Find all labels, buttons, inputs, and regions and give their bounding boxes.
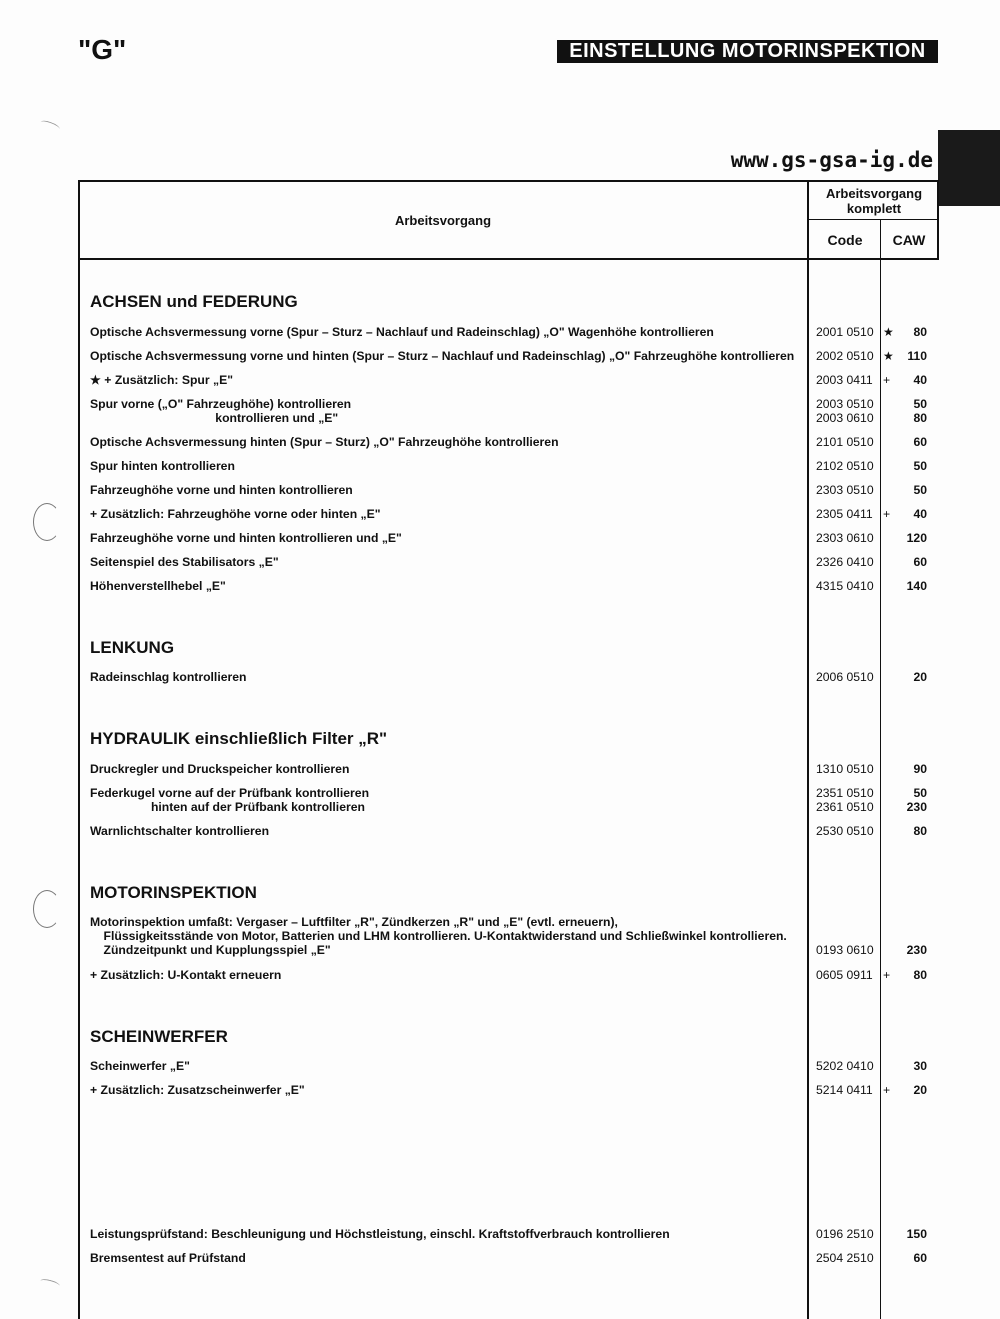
caw-text: 150 [906,1227,927,1241]
description-line: Optische Achsvermessung vorne und hinten (Spur – Sturz – Nachlauf und Radeinschlag) „O" Fahrzeughöhe kontrollieren [90,349,795,363]
code-value: 0196 2510 [816,1227,874,1241]
code-value: 5202 0410 [816,1059,874,1073]
operation-code [816,483,878,497]
caw-text: 30 [913,1059,927,1073]
description-line: Spur vorne („O" Fahrzeughöhe) kontrollieren [90,397,352,411]
caw-value [883,349,927,363]
caw-value [883,579,927,593]
caw-value [883,670,927,684]
section-heading-motor: MOTORINSPEKTION [90,883,257,902]
caw-prefix: + [883,1083,891,1097]
section-heading-hydraulik: HYDRAULIK einschließlich Filter „R" [90,729,388,748]
header-divider [78,258,939,260]
operation-code [816,1083,878,1097]
code-value: 2001 0510 [816,325,874,339]
operation-description [90,531,805,545]
caw-number [883,531,927,545]
operation-description [90,786,805,814]
operation-code [816,373,878,387]
caw-number [883,435,927,449]
caw-number [883,1251,927,1265]
description-line: Leistungsprüfstand: Beschleunigung und Höchstleistung, einschl. Kraftstoffverbrauch kontrollieren [90,1227,670,1241]
operation-description [90,397,805,425]
caw-text: 90 [913,762,927,776]
caw-text: 50 [913,459,927,473]
code-value: 2303 0510 [816,483,874,497]
code-value: 2303 0610 [816,531,874,545]
table-border-top [78,180,939,182]
caw-number [883,1059,927,1073]
operation-description [90,1059,805,1073]
description-line: Fahrzeughöhe vorne und hinten kontrollieren [90,483,353,497]
caw-number [883,483,927,497]
description-line: Federkugel vorne auf der Prüfbank kontrollieren [90,786,370,800]
caw-prefix: + [883,968,891,982]
group-header-divider [807,219,939,220]
caw-text: 60 [913,555,927,569]
caw-value [883,531,927,545]
caw-text: 80 [913,968,927,982]
description-line: Spur hinten kontrollieren [90,459,235,473]
caw-number [883,786,927,800]
caw-text: 80 [913,325,927,339]
caw-text: 80 [913,824,927,838]
code-value [816,929,878,943]
column-header-code: Code [827,232,863,248]
operation-code [816,531,878,545]
punch-hole [33,890,61,928]
caw-value [883,373,927,387]
caw-text: 230 [906,800,927,814]
code-value: 2530 0510 [816,824,874,838]
code-value: 2361 0510 [816,800,874,814]
description-line: Höhenverstellhebel „E" [90,579,226,593]
page-title: EINSTELLUNG MOTORINSPEKTION [557,40,938,63]
code-value: 2003 0411 [816,373,873,387]
operation-description [90,435,805,449]
caw-value [883,968,927,982]
caw-number [883,507,927,521]
code-value: 5214 0411 [816,1083,873,1097]
code-value: 2326 0410 [816,555,874,569]
operation-description [90,349,805,363]
caw-value [883,786,927,814]
caw-number [883,1227,927,1241]
caw-text [924,915,927,929]
caw-text: 50 [913,786,927,800]
column-divider-code [807,180,809,1319]
caw-value [883,915,927,957]
caw-value [883,459,927,473]
caw-number [883,824,927,838]
description-line: + Zusätzlich: Fahrzeughöhe vorne oder hinten „E" [90,507,381,521]
table-border-right [937,180,939,260]
description-line: + Zusätzlich: U-Kontakt erneuern [90,968,282,982]
operation-code [816,435,878,449]
description-line: Optische Achsvermessung hinten (Spur – Sturz) „O" Fahrzeughöhe kontrollieren [90,435,559,449]
caw-number [883,943,927,957]
caw-text: 40 [913,373,927,387]
operation-code [816,325,878,339]
description-line: Motorinspektion umfaßt: Vergaser – Luftfilter „R", Zündkerzen „R" und „E" (evtl. erneuern), [90,915,618,929]
description-line: Zündzeitpunkt und Kupplungsspiel „E" [90,943,331,957]
operation-code [816,915,878,957]
operation-code [816,555,878,569]
code-value: 1310 0510 [816,762,874,776]
caw-text: 60 [913,435,927,449]
caw-text: 20 [913,670,927,684]
website-url: www.gs-gsa-ig.de [730,148,933,172]
caw-number [883,670,927,684]
caw-number [883,800,927,814]
description-line: Optische Achsvermessung vorne (Spur – Sturz – Nachlauf und Radeinschlag) „O" Wagenhöhe kontrollieren [90,325,714,339]
operation-description [90,555,805,569]
scan-mark [39,1278,60,1290]
side-tab-marker [938,130,1000,206]
operation-description [90,483,805,497]
description-line: Druckregler und Druckspeicher kontrollieren [90,762,350,776]
caw-text: 20 [913,1083,927,1097]
code-value: 2006 0510 [816,670,874,684]
caw-value [883,325,927,339]
caw-number [883,579,927,593]
caw-number [883,411,927,425]
operation-code [816,459,878,473]
code-value: 2351 0510 [816,786,874,800]
punch-hole [33,503,61,541]
operation-description [90,1227,805,1241]
caw-text: 50 [913,397,927,411]
column-header-caw: CAW [892,232,926,248]
description-line: Bremsentest auf Prüfstand [90,1251,246,1265]
caw-value [883,1083,927,1097]
caw-value [883,1251,927,1265]
caw-value [883,435,927,449]
description-line: kontrollieren und „E" [90,411,339,425]
operation-description [90,373,805,387]
caw-value [883,1059,927,1073]
operation-code [816,968,878,982]
code-value: 2101 0510 [816,435,874,449]
caw-number [883,349,927,363]
caw-number [883,397,927,411]
caw-number [883,373,927,387]
operation-description [90,507,805,521]
operation-description [90,579,805,593]
caw-value [883,397,927,425]
caw-text: 230 [906,943,927,957]
caw-number [883,555,927,569]
code-value [816,915,878,929]
code-value: 2102 0510 [816,459,874,473]
caw-text [924,929,927,943]
operation-description [90,1083,805,1097]
column-header-operation: Arbeitsvorgang [394,213,492,228]
caw-text: 60 [913,1251,927,1265]
table-border-left [78,180,80,1319]
operation-description [90,968,805,982]
description-line: Radeinschlag kontrollieren [90,670,247,684]
code-value: 0193 0610 [816,943,874,957]
operation-code [816,1059,878,1073]
operation-description [90,325,805,339]
caw-number [883,762,927,776]
section-heading-scheinwerfer: SCHEINWERFER [90,1027,228,1046]
description-line: + Zusätzlich: Zusatzscheinwerfer „E" [90,1083,305,1097]
operation-code [816,824,878,838]
caw-text: 40 [913,507,927,521]
section-heading-lenkung: LENKUNG [90,638,175,657]
operation-description [90,915,805,957]
caw-value [883,1227,927,1241]
operation-code [816,507,878,521]
code-value: 2003 0510 [816,397,874,411]
description-line: Flüssigkeitsstände von Motor, Batterien und LHM kontrollieren. U-Kontaktwiderstand und Schließwinkel kontrollieren. [90,929,787,943]
operation-description [90,824,805,838]
caw-number [883,325,927,339]
caw-number [883,1083,927,1097]
operation-description [90,670,805,684]
operation-code [816,1251,878,1265]
operation-code [816,397,878,425]
operation-code [816,579,878,593]
caw-value [883,762,927,776]
column-divider-caw [880,220,881,1319]
code-value: 4315 0410 [816,579,874,593]
page-letter: "G" [78,34,127,65]
code-value: 2002 0510 [816,349,874,363]
description-line: Seitenspiel des Stabilisators „E" [90,555,279,569]
caw-number [883,915,927,929]
operation-code [816,786,878,814]
caw-value [883,555,927,569]
caw-number [883,968,927,982]
description-line: ★ + Zusätzlich: Spur „E" [90,373,234,387]
code-value: 2003 0610 [816,411,874,425]
caw-number [883,459,927,473]
caw-text: 80 [913,411,927,425]
caw-number [883,929,927,943]
caw-prefix: + [883,507,891,521]
operation-code [816,1227,878,1241]
description-line: Fahrzeughöhe vorne und hinten kontrollieren und „E" [90,531,402,545]
caw-value [883,824,927,838]
scan-mark [39,119,60,132]
code-value: 0605 0911 [816,968,873,982]
caw-text: 50 [913,483,927,497]
operation-code [816,349,878,363]
operation-code [816,762,878,776]
code-value: 2504 2510 [816,1251,874,1265]
caw-text: 110 [907,349,927,363]
section-heading-achsen: ACHSEN und FEDERUNG [90,292,298,311]
operation-code [816,670,878,684]
operation-description [90,762,805,776]
description-line: Warnlichtschalter kontrollieren [90,824,270,838]
description-line: hinten auf der Prüfbank kontrollieren [90,800,365,814]
caw-text: 140 [906,579,927,593]
caw-prefix: ★ [883,349,894,363]
operation-description [90,1251,805,1265]
description-line: Scheinwerfer „E" [90,1059,190,1073]
caw-prefix: ★ [883,325,894,339]
caw-prefix: + [883,373,891,387]
code-value: 2305 0411 [816,507,873,521]
caw-text: 120 [906,531,927,545]
caw-value [883,483,927,497]
caw-value [883,507,927,521]
column-header-group: Arbeitsvorgang komplett [825,186,923,216]
operation-description [90,459,805,473]
